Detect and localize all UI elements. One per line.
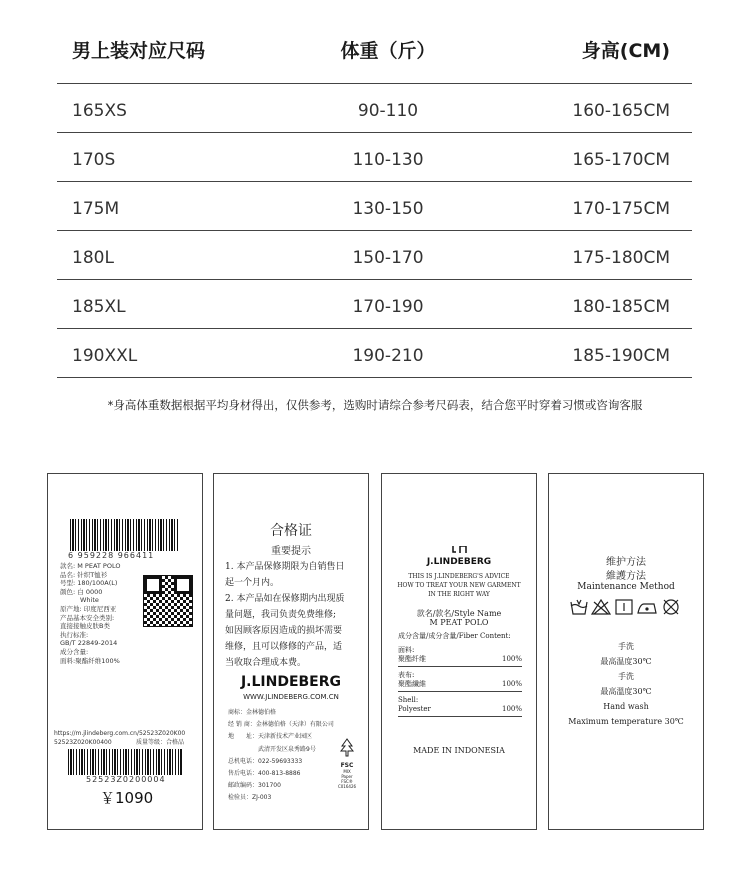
fsc-code: FSC® C016426 xyxy=(337,779,357,789)
barcode-bottom xyxy=(68,749,182,775)
title-cn: 维护方法 xyxy=(606,557,646,568)
care-line: 最高温度30℃ xyxy=(600,657,652,666)
advice-line: IN THE RIGHT WAY xyxy=(428,591,490,598)
cell-height: 160-165CM xyxy=(572,101,670,121)
price: ￥1090 xyxy=(100,789,154,807)
table-row xyxy=(57,329,692,378)
fiber-list xyxy=(398,646,522,717)
info-line: 直接接触皮肤B类 xyxy=(60,622,110,631)
company-line: 地 址：天津新技术产业园区 xyxy=(228,733,313,741)
product-code: 52523Z020K00400 xyxy=(54,739,112,746)
care-line: 最高溫度30℃ xyxy=(600,687,652,696)
table-row xyxy=(57,280,692,329)
info-line: 成分含量: xyxy=(60,647,89,656)
fiber-part: Shell: xyxy=(398,696,419,704)
advice-line: HOW TO TREAT YOUR NEW GARMENT xyxy=(397,582,521,589)
cell-weight: 90-110 xyxy=(357,101,419,121)
table-row xyxy=(57,182,692,231)
info-line: 原产地: 印度尼西亚 xyxy=(60,604,117,613)
care-line: Hand wash xyxy=(603,702,649,711)
cell-size: 165XS xyxy=(72,101,127,121)
brand-logo-icon xyxy=(452,546,468,554)
size-table-header xyxy=(57,0,692,84)
cert-subtitle: 重要提示 xyxy=(271,546,311,557)
origin: MADE IN INDONESIA xyxy=(413,746,505,755)
iron-low-icon xyxy=(638,604,656,613)
cell-height: 180-185CM xyxy=(572,297,670,317)
bottom-code: 52523Z0200004 xyxy=(86,775,166,784)
care-label-tag xyxy=(381,473,537,830)
cell-size: 180L xyxy=(72,248,114,268)
fiber-row xyxy=(398,646,522,667)
company-line: 检验员：ZJ-003 xyxy=(228,794,272,802)
style-name: M PEAT POLO xyxy=(429,618,489,627)
cert-website: WWW.JLINDEBERG.COM.CN xyxy=(243,693,339,701)
cell-size: 185XL xyxy=(72,297,126,317)
cell-height: 170-175CM xyxy=(572,199,670,219)
info-line: White xyxy=(80,596,99,605)
cert-line: 1. 本产品保修期限为自销售日 xyxy=(225,562,345,572)
care-line: 手洗 xyxy=(618,642,634,651)
cell-weight: 130-150 xyxy=(352,199,424,219)
fiber-row xyxy=(398,671,522,692)
no-dry-clean-icon xyxy=(664,600,678,614)
advice-line: THIS IS J.LINDEBERG'S ADVICE xyxy=(408,573,510,580)
line-dry-icon xyxy=(616,600,632,614)
info-line: 款名: M PEAT POLO xyxy=(60,562,121,570)
fiber-material: 聚酯纖維 xyxy=(398,680,426,688)
info-line: 产品基本安全类别: xyxy=(60,613,115,622)
size-table xyxy=(57,0,692,378)
company-line: 总机电话：022-59693333 xyxy=(228,757,303,765)
advice xyxy=(382,572,536,599)
title-en: Maintenance Method xyxy=(577,582,675,592)
company-line: 商标：金林德伯格 xyxy=(228,709,277,716)
cert-line: 2. 本产品如在保修期内出现质 xyxy=(225,594,345,604)
product-url: https://m.jlindeberg.com.cn/52523Z020K00 xyxy=(54,730,186,737)
info-line: 颜色: 白 0000 xyxy=(60,587,103,596)
fiber-material: 聚酯纤维 xyxy=(398,655,426,663)
cell-weight: 190-210 xyxy=(352,346,424,366)
cell-height: 185-190CM xyxy=(572,346,670,366)
size-note: *身高体重数据根据平均身材得出，仅供参考，选购时请综合参考尺码表，结合您平时穿着习惯或咨询客服 xyxy=(107,398,643,412)
title-tw: 維護方法 xyxy=(606,571,646,582)
price-tag xyxy=(47,473,203,830)
fsc-tree-icon xyxy=(338,738,356,758)
info-line: GB/T 22849-2014 xyxy=(60,639,118,648)
header-size: 男上装对应尺码 xyxy=(72,40,206,62)
cell-size: 170S xyxy=(72,150,116,170)
fsc-label: FSC xyxy=(340,762,354,769)
cell-size: 175M xyxy=(72,199,120,219)
fiber-pct: 100% xyxy=(501,680,522,688)
certificate-tag xyxy=(213,473,369,830)
table-row xyxy=(57,231,692,280)
company-line: 邮政编码：301700 xyxy=(228,782,281,790)
fiber-pct: 100% xyxy=(501,705,522,713)
cert-line: 起一个月内。 xyxy=(225,578,280,588)
care-line: 手洗 xyxy=(618,672,634,681)
barcode-top xyxy=(70,519,180,551)
company-line: 武清开发区泉秀路9号 xyxy=(228,745,316,753)
cert-line: 当收取合理成本费。 xyxy=(225,658,307,668)
no-bleach-icon xyxy=(592,600,610,614)
style-label: 款名/款名/Style Name xyxy=(416,609,502,618)
hand-wash-icon xyxy=(571,600,587,614)
fsc-logo xyxy=(332,738,362,789)
label-brand: J.LINDEBERG xyxy=(426,557,492,567)
cell-weight: 110-130 xyxy=(352,150,424,170)
fiber-pct: 100% xyxy=(501,655,522,663)
table-row xyxy=(57,133,692,182)
care-icons xyxy=(570,598,682,620)
fiber-part: 表布: xyxy=(398,671,415,679)
company-line: 经 销 商：金林德伯格（天津）有限公司 xyxy=(228,721,334,729)
table-row xyxy=(57,84,692,133)
fiber-material: Polyester xyxy=(398,705,431,713)
maintenance-tag xyxy=(548,473,704,830)
cert-brand: J.LINDEBERG xyxy=(240,674,342,690)
cert-body xyxy=(225,559,344,671)
quality-grade: 质量等级：合格品 xyxy=(136,739,185,746)
info-line: 品名: 针织T恤衫 xyxy=(60,570,108,579)
cert-line: 维修，且可以修修的产品，适 xyxy=(225,642,343,652)
cell-height: 175-180CM xyxy=(572,248,670,268)
info-line: 号型: 180/100A(L) xyxy=(60,579,118,588)
care-icons-svg xyxy=(570,598,682,616)
fiber-part: 面料: xyxy=(398,646,415,654)
fiber-label: 成分含量/成分含量/Fiber Content: xyxy=(398,632,511,640)
care-line: Maximum temperature 30℃ xyxy=(568,717,684,726)
cert-title: 合格证 xyxy=(270,523,312,539)
cell-height: 165-170CM xyxy=(572,150,670,170)
company-line: 售后电话：400-813-8886 xyxy=(228,770,301,778)
fsc-mix: MIX xyxy=(343,769,351,774)
header-weight: 体重（斤） xyxy=(340,40,436,62)
header-height: 身高(CM) xyxy=(581,40,670,62)
product-info xyxy=(60,562,120,665)
fsc-paper: Paper xyxy=(341,774,353,779)
info-line: 执行标准: xyxy=(60,630,89,639)
company-info xyxy=(228,707,334,805)
cell-size: 190XXL xyxy=(72,346,138,366)
barcode-number: 6 959228 966411 xyxy=(68,551,155,560)
care-instructions xyxy=(549,639,703,729)
cell-weight: 150-170 xyxy=(352,248,424,268)
qr-code xyxy=(143,575,193,627)
cell-weight: 170-190 xyxy=(352,297,424,317)
fiber-row xyxy=(398,696,522,717)
cert-line: 如因顾客原因造成的损坏需要 xyxy=(225,626,343,636)
info-line: 面料:聚酯纤维100% xyxy=(60,656,120,665)
cert-line: 量问题，我司负责免费维修; xyxy=(225,610,337,620)
